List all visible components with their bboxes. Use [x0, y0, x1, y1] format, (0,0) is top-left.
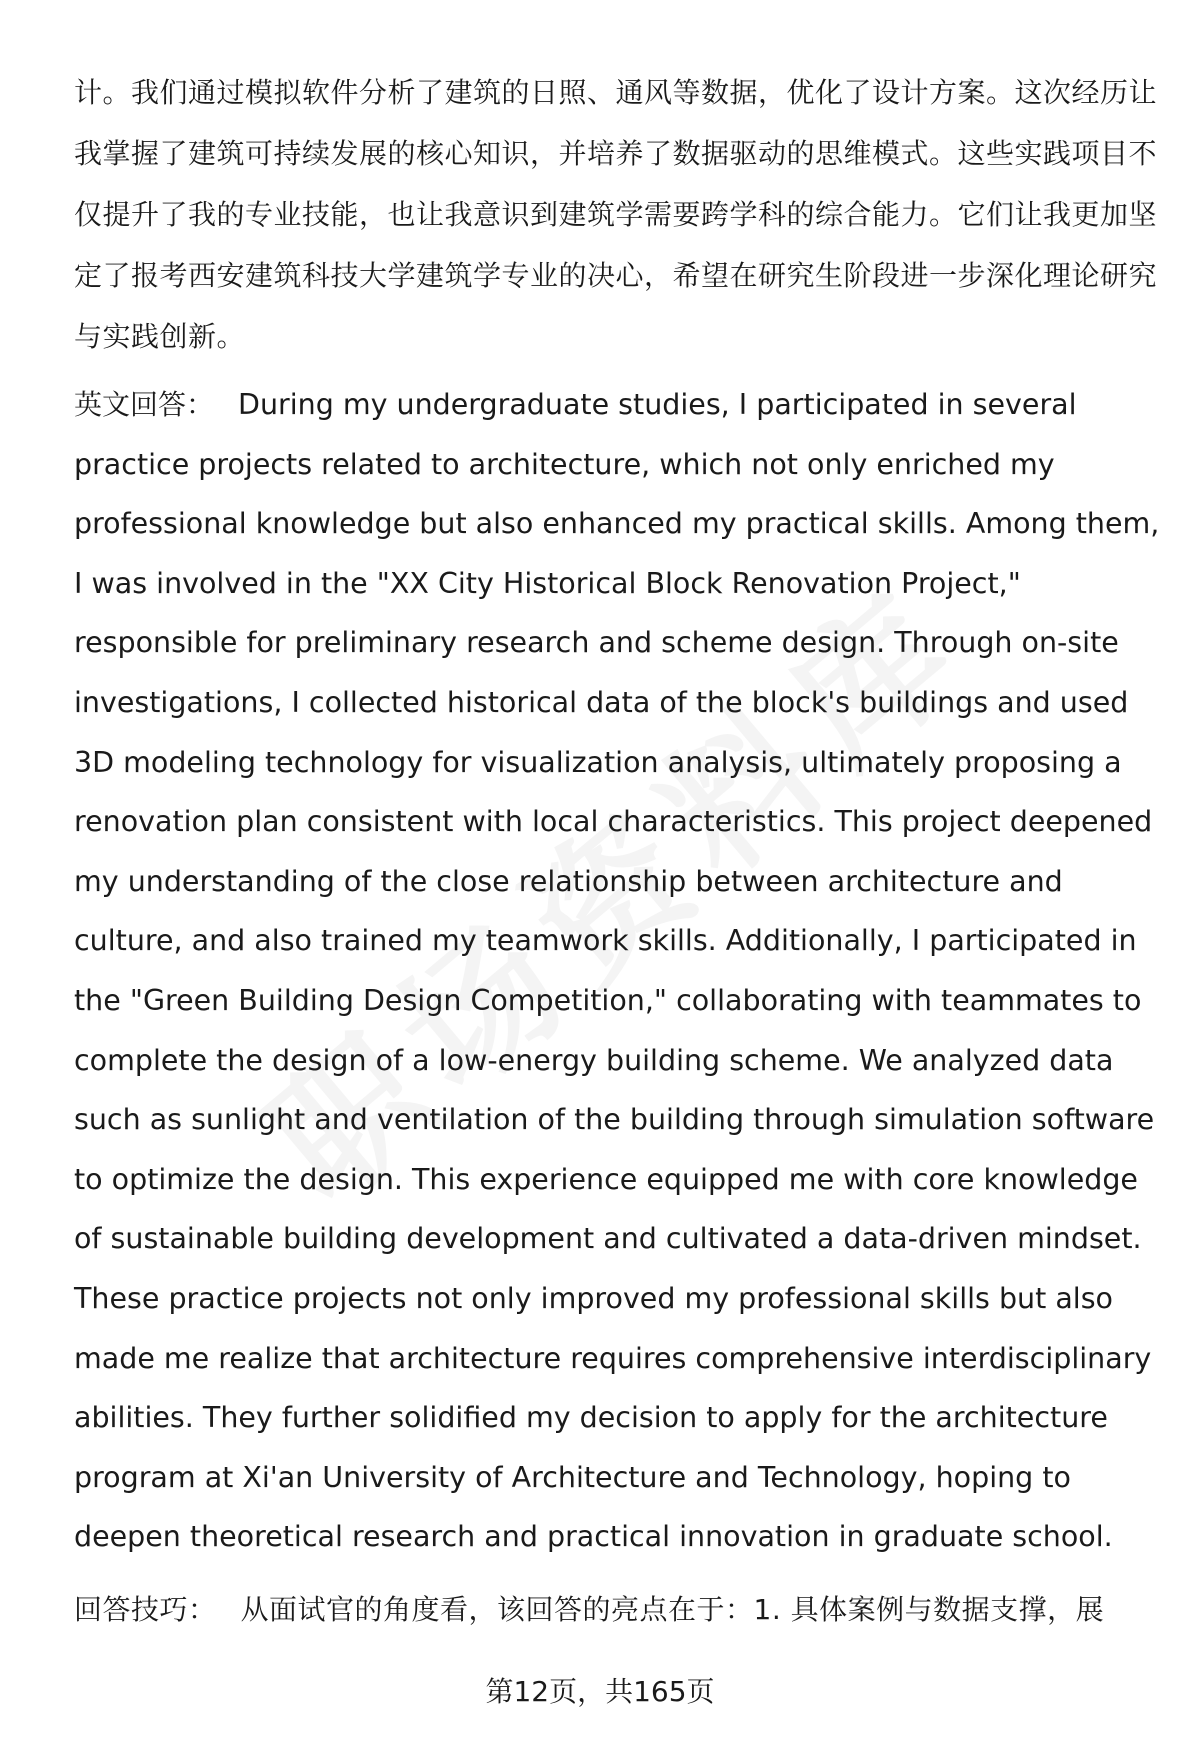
- document-page: [74, 62, 1160, 1640]
- paragraph-answer-tips: [74, 1579, 1160, 1640]
- english-answer-text: During my undergraduate studies, I participated in several practice projects related to architecture, which not only enriched my professional knowledge but also enhanced my practical skills. Among them, I was involved in the "XX City Historical Block Renovation Project," responsible for preliminary research and scheme design. Through on-site investigations, I collected historical data of the block's buildings and used 3D modeling technology for visualization analysis, ultimately proposing a renovation plan consistent with local characteristics. This project deepened my understanding of the close relationship between architecture and culture, and also trained my teamwork skills. Additionally, I participated in the "Green Building Design Competition," collaborating with teammates to complete the design of a low-energy building scheme. We analyzed data such as sunlight and ventilation of the building through simulation software to optimize the design. This experience equipped me with core knowledge of sustainable building development and cultivated a data-driven mindset. These practice projects not only improved my professional skills but also made me realize that architecture requires comprehensive interdisciplinary abilities. They further solidified my decision to apply for the architecture program at Xi'an University of Architecture and Technology, hoping to deepen theoretical research and practical innovation in graduate school.: [74, 388, 1160, 1554]
- paragraph-chinese-answer-end: [74, 62, 1160, 367]
- page-number-footer: 第12页，共165页: [485, 1675, 715, 1708]
- paragraph-text: 计。我们通过模拟软件分析了建筑的日照、通风等数据，优化了设计方案。这次经历让我掌握了建筑可持续发展的核心知识，并培养了数据驱动的思维模式。这些实践项目不仅提升了我的专业技能，也让我意识到建筑学需要跨学科的综合能力。它们让我更加坚定了报考西安建筑科技大学建筑学专业的决心，希望在研究生阶段进一步深化理论研究与实践创新。: [74, 76, 1158, 353]
- answer-tips-label: 回答技巧：: [74, 1592, 217, 1626]
- english-answer-label: 英文回答：: [74, 388, 215, 421]
- answer-tips-text: 从面试官的角度看，该回答的亮点在于：1. 具体案例与数据支撑，展: [240, 1592, 1105, 1626]
- paragraph-english-answer: [74, 375, 1160, 1567]
